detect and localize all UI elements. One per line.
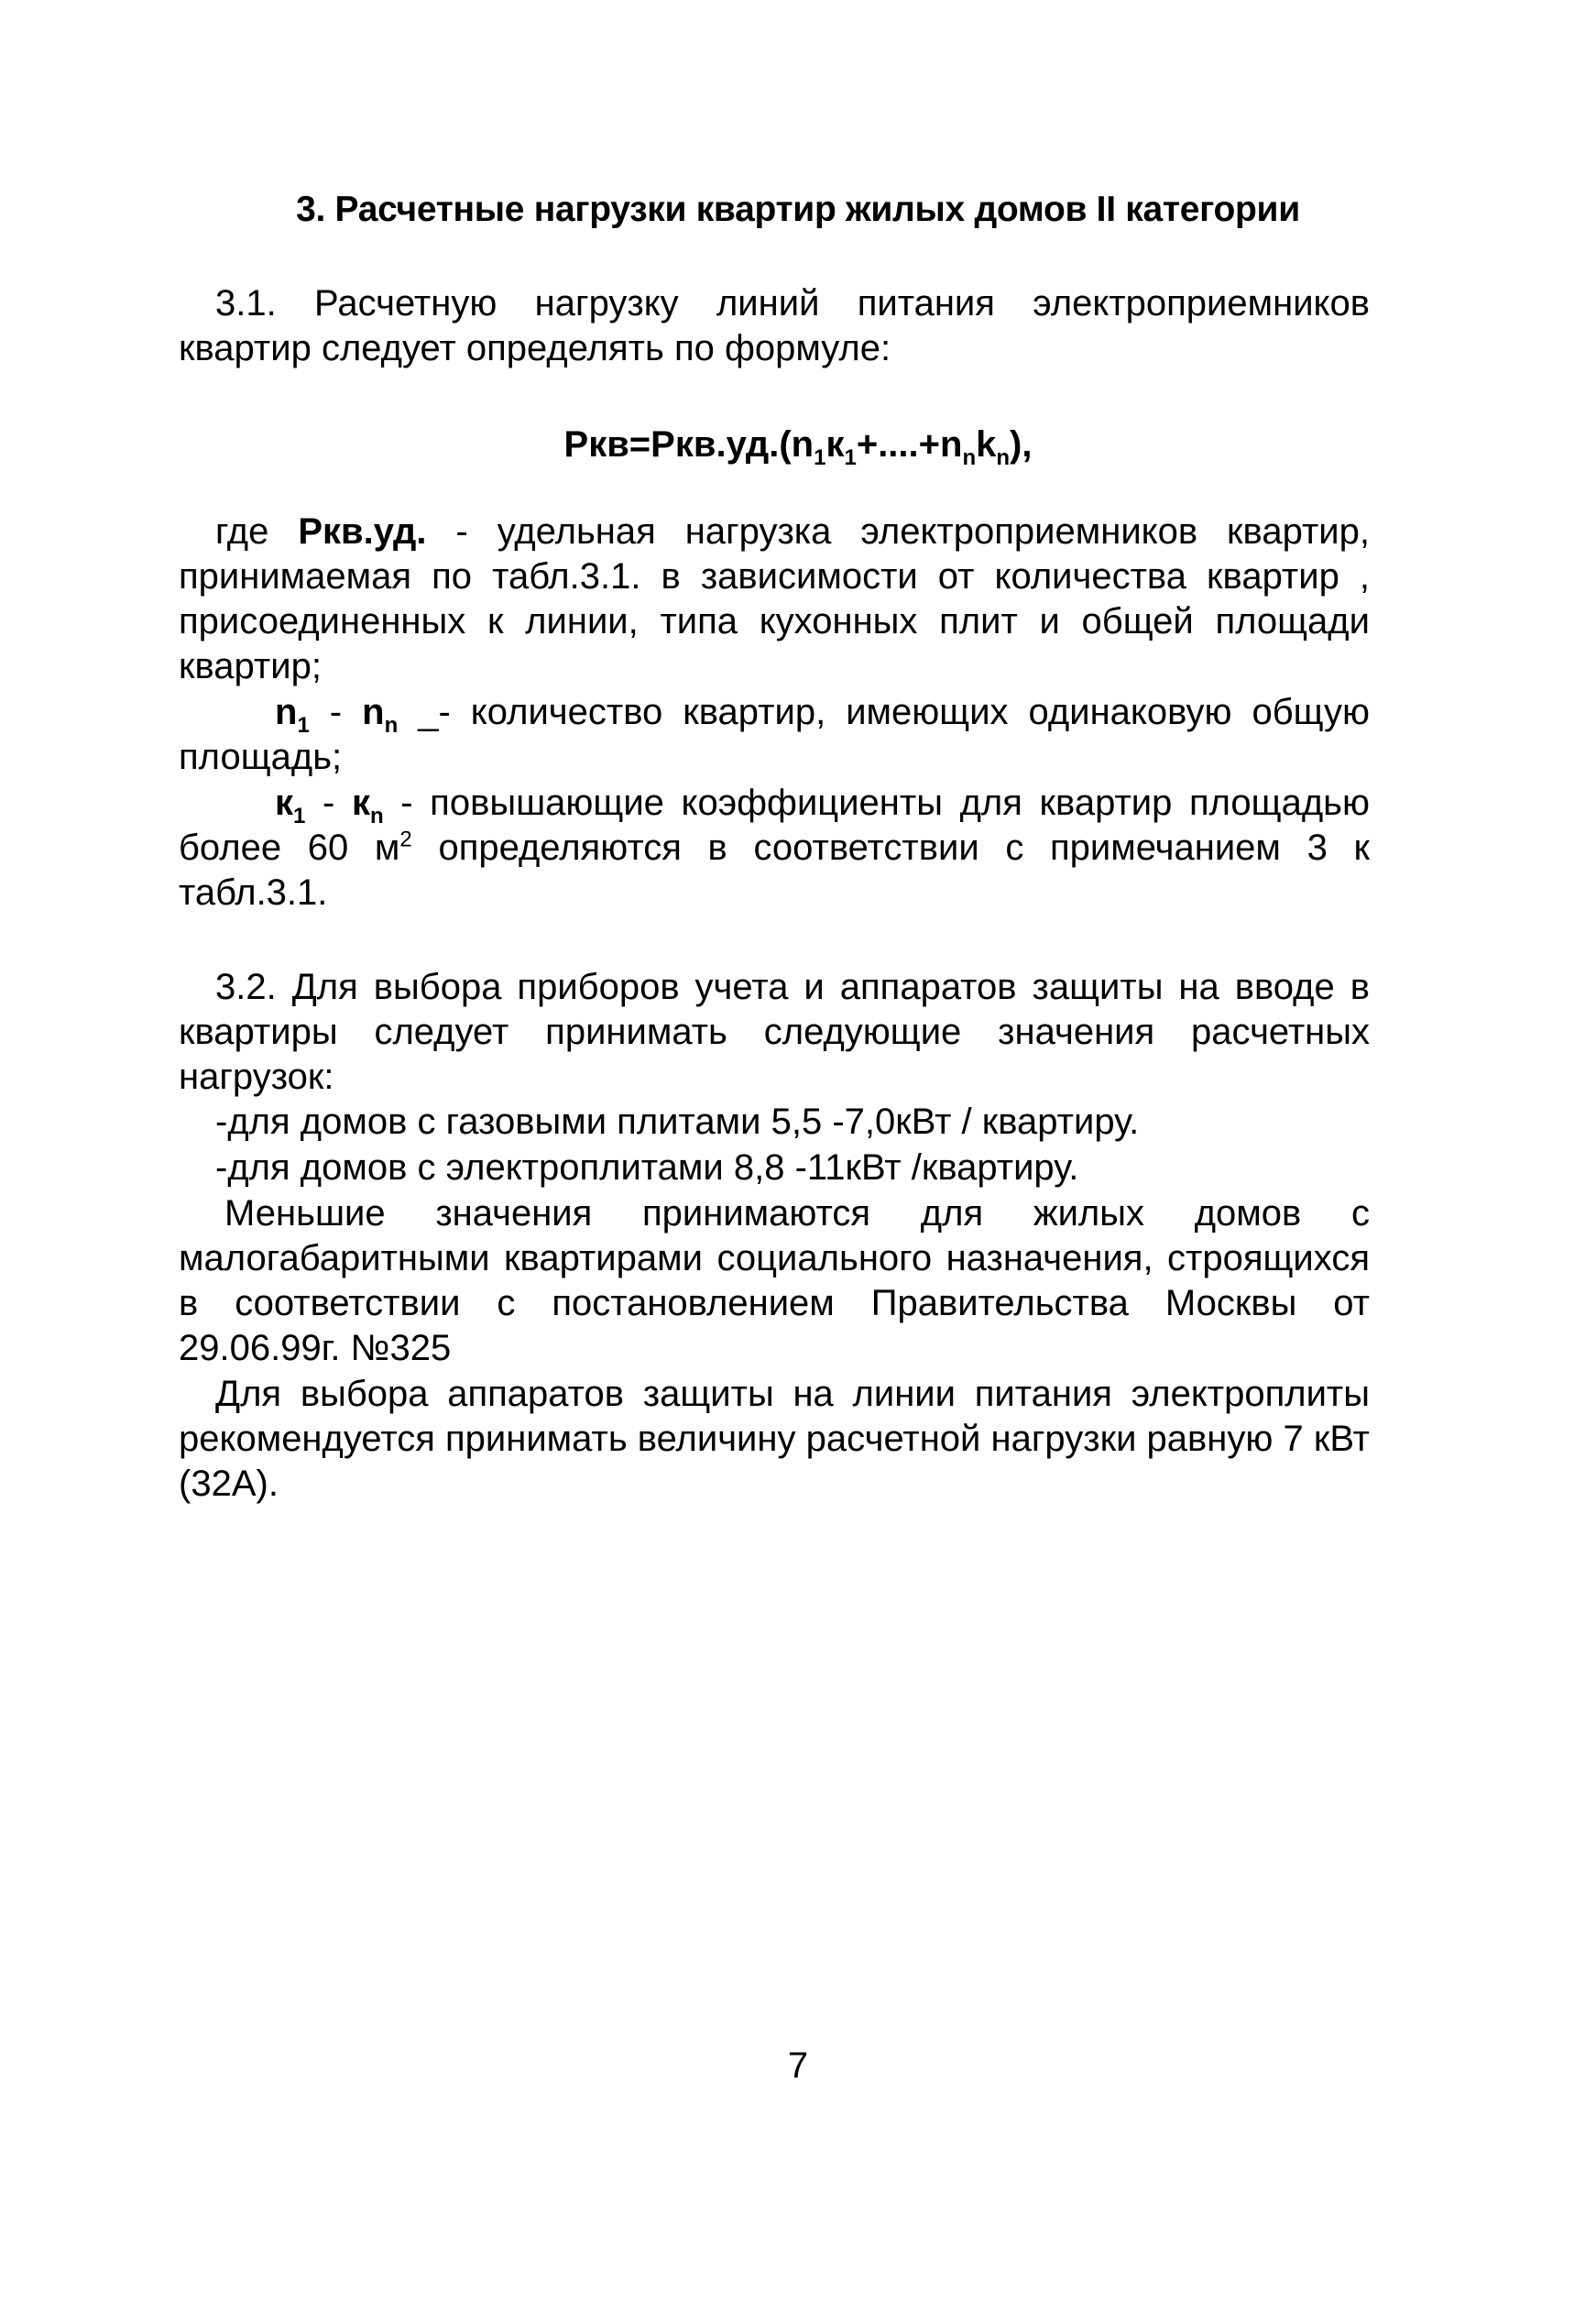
- definition-apartment-count: [179, 690, 1370, 780]
- small-apartments-note: Меньшие значения принимаются для жилых домов с малогабаритными квартирами социального назначения, строящихся в соответствии с постановлением Правительства Москвы от 29.06.99г. №325: [179, 1193, 1370, 1368]
- paragraph-3-1-intro: 3.1. Расчетную нагрузку линий питания электроприемников квартир следует определять по формуле:: [179, 283, 1370, 368]
- formula-suffix: ),: [1010, 424, 1033, 465]
- n1-subscript: 1: [297, 713, 310, 738]
- paragraph-3-2-intro: 3.2. Для выбора приборов учета и аппаратов защиты на вводе в квартиры следует принимать следующие значения расчетных нагрузок:: [179, 967, 1370, 1097]
- k-definition-text-b: определяются в соответствии с примечанием 3 к табл.3.1.: [179, 828, 1370, 913]
- k-dash: -: [305, 783, 352, 823]
- n-definition-text: _- количество квартир, имеющих одинаковую общую площадь;: [179, 692, 1371, 777]
- k1-subscript: 1: [293, 804, 306, 828]
- n-dash: -: [309, 692, 363, 732]
- nn-symbol: n: [362, 692, 385, 732]
- formula-sub-1: 1: [814, 445, 826, 470]
- n1-symbol: n: [275, 692, 298, 732]
- formula-sub-4: n: [996, 445, 1011, 470]
- formula-k2: k: [976, 424, 997, 465]
- section-title: 3. Расчетные нагрузки квартир жилых домов II категории: [296, 190, 1300, 229]
- k-definition-text-a: - повышающие коэффициенты для квартир площадью более 60 м: [179, 783, 1370, 868]
- kn-symbol: к: [351, 783, 370, 823]
- load-formula: [0, 422, 1596, 470]
- formula-sub-3: n: [962, 445, 977, 470]
- nn-subscript: n: [384, 713, 399, 738]
- where-word: где: [215, 511, 269, 552]
- formula-k1: к: [825, 424, 845, 465]
- where-text: - удельная нагрузка электроприемников квартир, принимаемая по табл.3.1. в зависимости от количества квартир , присоединенных к линии, типа кухонных плит и общей площади квартир;: [179, 511, 1370, 686]
- definition-specific-load: [179, 510, 1370, 689]
- page-number: 7: [787, 2045, 809, 2086]
- protection-recommendation: Для выбора аппаратов защиты на линии питания электроплиты рекомендуется принимать величину расчетной нагрузки равную 7 кВт (32А).: [179, 1374, 1370, 1504]
- formula-prefix: Ркв=Ркв.уд.(n: [563, 424, 814, 465]
- k1-symbol: к: [275, 783, 294, 823]
- gas-stove-load-item: -для домов с газовыми плитами 5,5 -7,0кВт / квартиру.: [215, 1102, 1140, 1142]
- electric-stove-load-item: -для домов с электроплитами 8,8 -11кВт /квартиру.: [215, 1147, 1079, 1188]
- definition-coefficients: [179, 781, 1370, 916]
- formula-mid: +....+n: [856, 424, 963, 465]
- area-superscript: 2: [399, 827, 412, 852]
- where-term: Ркв.уд.: [298, 511, 427, 552]
- kn-subscript: n: [369, 804, 384, 828]
- formula-sub-2: 1: [844, 445, 857, 470]
